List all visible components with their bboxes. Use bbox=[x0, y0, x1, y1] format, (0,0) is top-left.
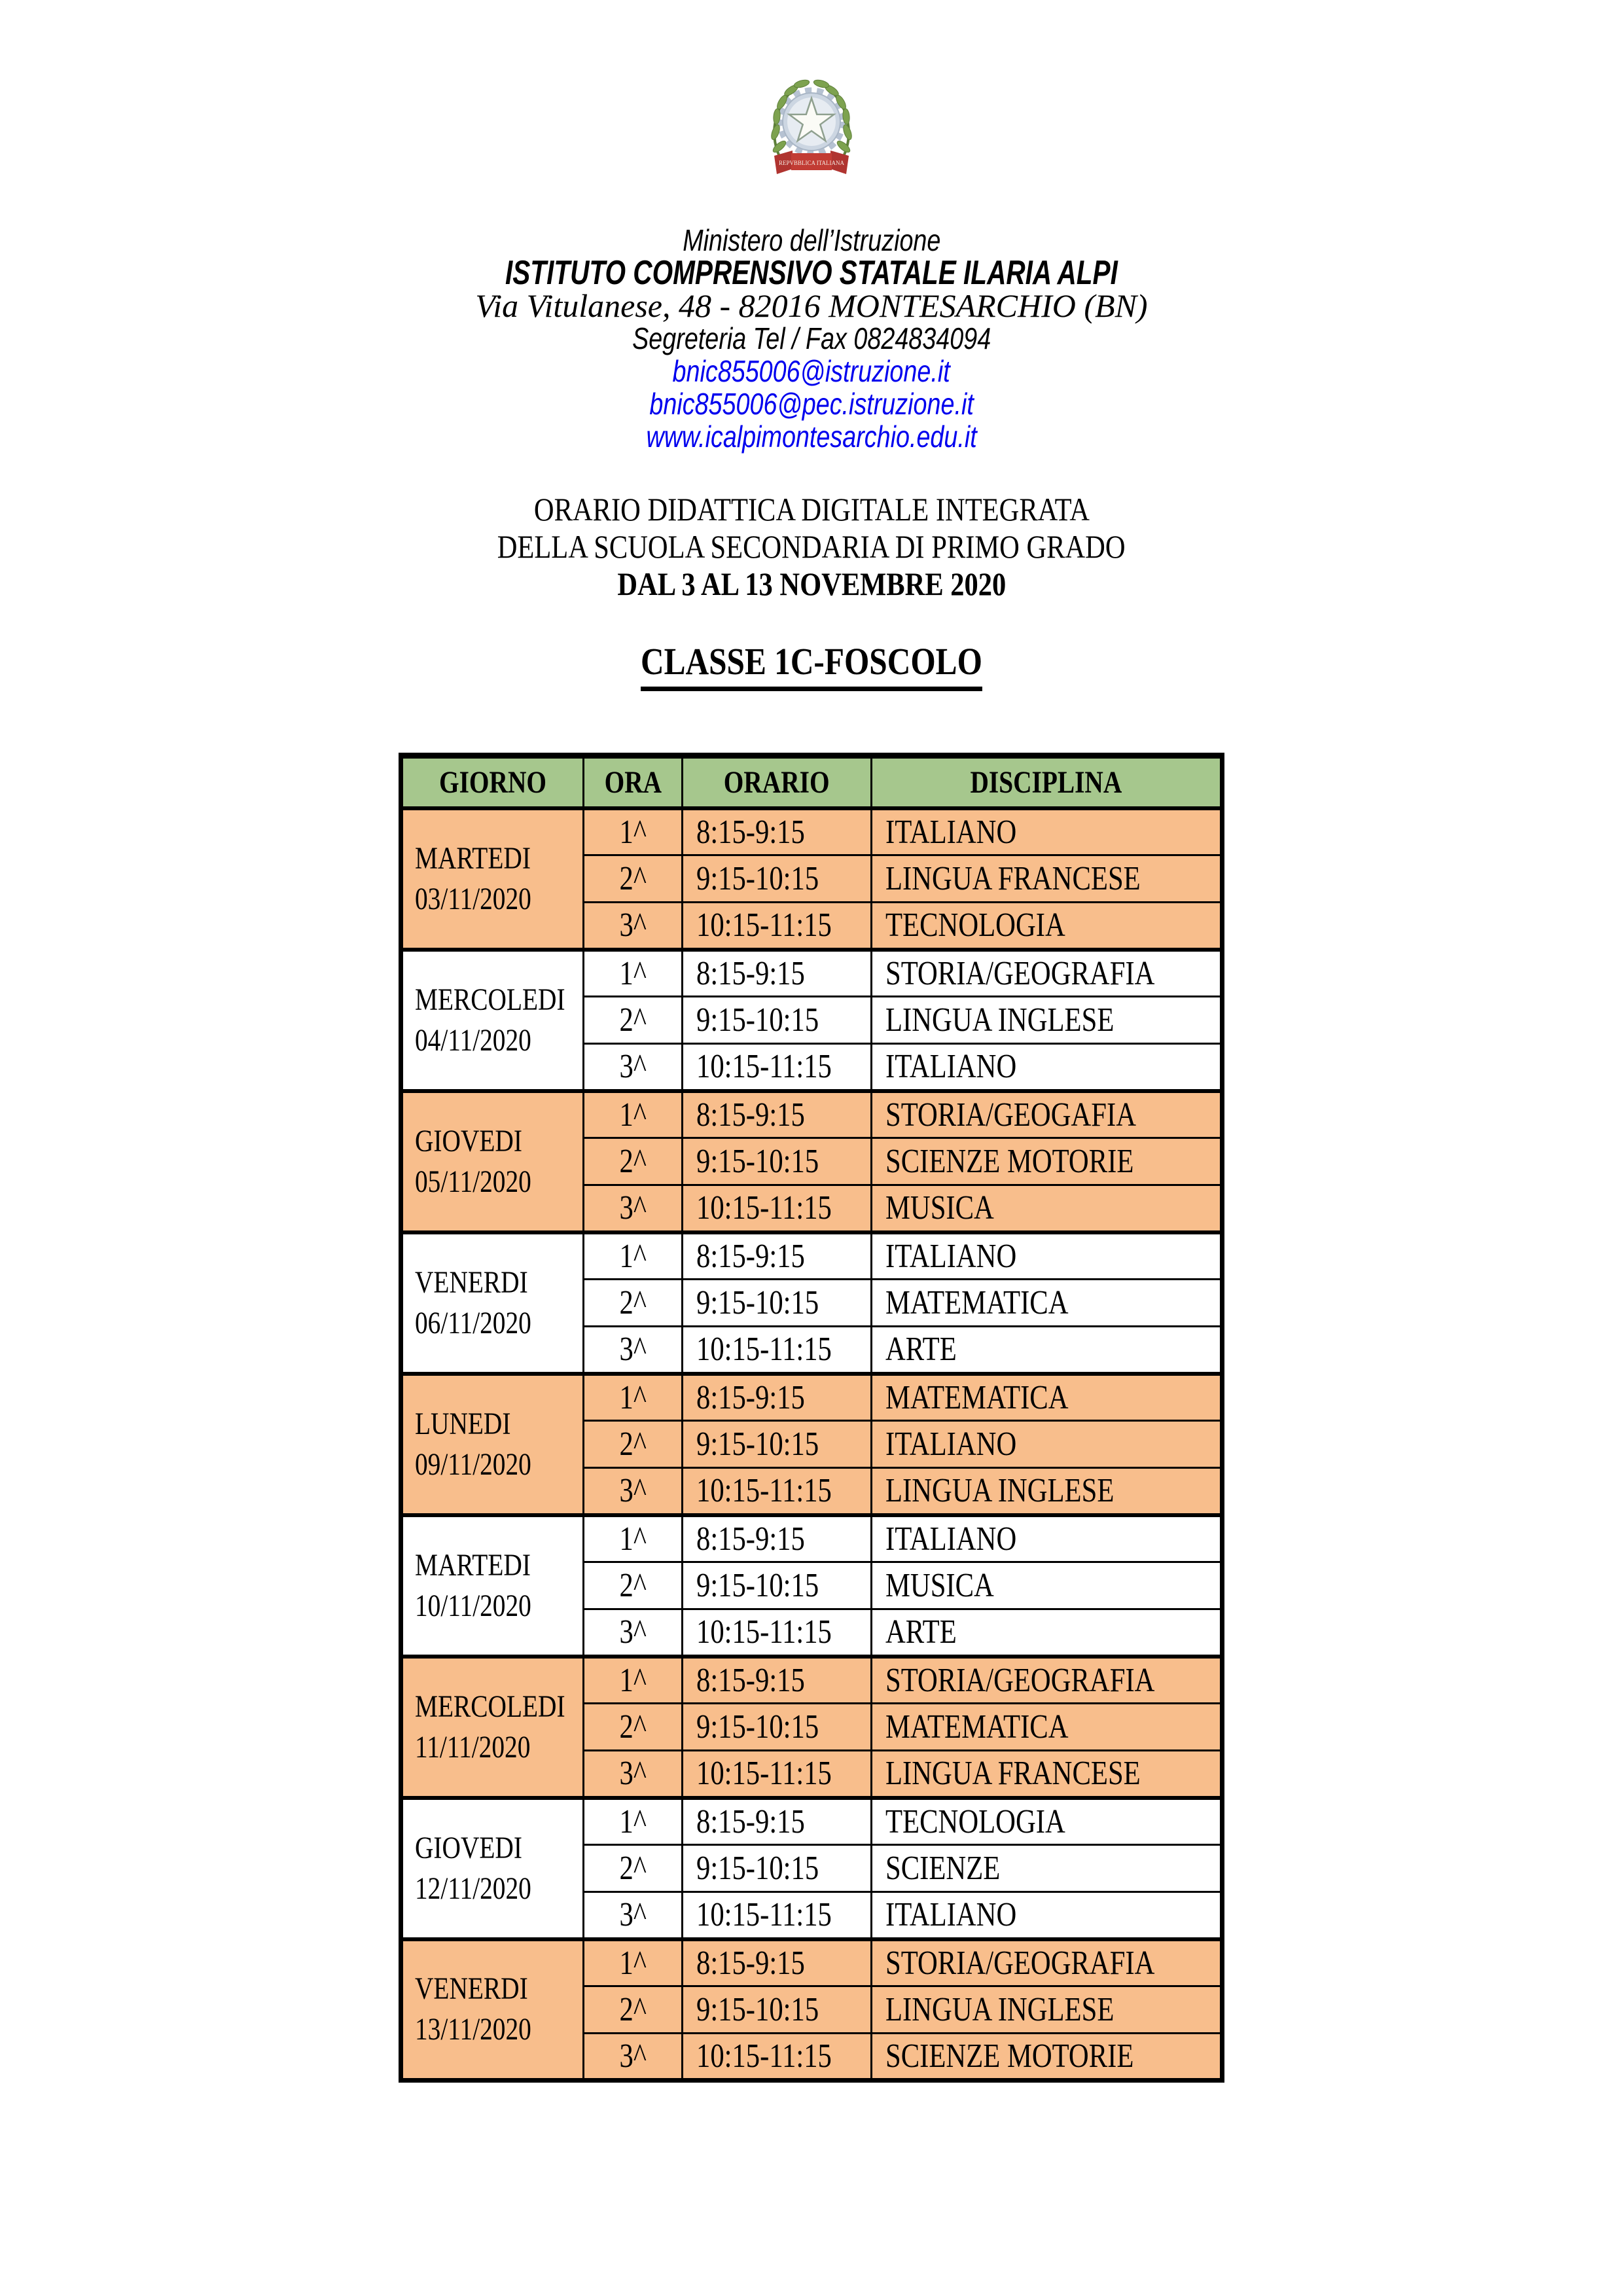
school-email-line bbox=[0, 355, 1623, 387]
orario-value: 10:15-11:15 bbox=[696, 1189, 832, 1227]
disciplina-value: ARTE bbox=[885, 1613, 957, 1651]
day-cell bbox=[401, 1798, 584, 1939]
ora-cell bbox=[584, 1468, 683, 1515]
ora-value: 1^ bbox=[619, 1237, 647, 1275]
disciplina-cell bbox=[872, 1798, 1222, 1845]
ora-cell bbox=[584, 1374, 683, 1421]
svg-text:REPVBBLICA ITALIANA: REPVBBLICA ITALIANA bbox=[778, 160, 845, 166]
ministry-text: Ministero dell’Istruzione bbox=[682, 223, 941, 257]
class-title bbox=[0, 641, 1623, 682]
disciplina-value: MATEMATICA bbox=[885, 1284, 1069, 1321]
ora-cell bbox=[584, 1185, 683, 1232]
orario-value: 10:15-11:15 bbox=[696, 1331, 832, 1369]
day-name: LUNEDI bbox=[415, 1406, 511, 1441]
ora-cell bbox=[584, 1845, 683, 1892]
ora-value: 1^ bbox=[619, 1944, 647, 1982]
disciplina-value: LINGUA FRANCESE bbox=[885, 1755, 1141, 1793]
column-header-disciplina bbox=[872, 756, 1222, 808]
orario-value: 10:15-11:15 bbox=[696, 1613, 832, 1651]
orario-cell bbox=[683, 1845, 872, 1892]
orario-value: 8:15-9:15 bbox=[696, 1803, 805, 1840]
day-cell bbox=[401, 1374, 584, 1515]
orario-cell bbox=[683, 1892, 872, 1939]
orario-value: 8:15-9:15 bbox=[696, 954, 805, 992]
ora-cell bbox=[584, 1327, 683, 1374]
disciplina-cell bbox=[872, 1374, 1222, 1421]
orario-cell bbox=[683, 1986, 872, 2034]
day-cell bbox=[401, 1232, 584, 1374]
disciplina-value: SCIENZE bbox=[885, 1850, 1001, 1887]
disciplina-cell bbox=[872, 808, 1222, 855]
orario-value: 8:15-9:15 bbox=[696, 1520, 805, 1558]
ministry-line bbox=[0, 224, 1623, 257]
disciplina-value: ITALIANO bbox=[885, 1426, 1017, 1463]
ora-cell bbox=[584, 1704, 683, 1751]
day-date: 11/11/2020 bbox=[415, 1729, 531, 1765]
disciplina-cell bbox=[872, 1562, 1222, 1609]
ora-value: 2^ bbox=[619, 1567, 647, 1604]
ora-cell bbox=[584, 1657, 683, 1704]
orario-value: 10:15-11:15 bbox=[696, 1048, 832, 1086]
day-date: 03/11/2020 bbox=[415, 881, 531, 916]
school-email-link[interactable] bbox=[642, 354, 980, 388]
ora-value: 3^ bbox=[619, 1048, 647, 1086]
disciplina-cell bbox=[872, 903, 1222, 950]
orario-value: 8:15-9:15 bbox=[696, 1661, 805, 1699]
ora-value: 2^ bbox=[619, 1991, 647, 2028]
ora-value: 2^ bbox=[619, 1850, 647, 1887]
table-row bbox=[401, 1091, 1222, 1138]
table-row bbox=[401, 950, 1222, 997]
disciplina-value: LINGUA INGLESE bbox=[885, 1001, 1115, 1039]
ora-cell bbox=[584, 855, 683, 903]
italy-emblem-icon bbox=[762, 69, 861, 182]
doc-title-line-1 bbox=[0, 491, 1623, 528]
day-cell bbox=[401, 808, 584, 950]
disciplina-cell bbox=[872, 855, 1222, 903]
orario-cell bbox=[683, 855, 872, 903]
table-row bbox=[401, 1515, 1222, 1562]
day-name: VENERDI bbox=[415, 1971, 528, 2007]
disciplina-value: TECNOLOGIA bbox=[885, 1803, 1065, 1840]
orario-value: 9:15-10:15 bbox=[696, 1001, 819, 1039]
school-name-text: ISTITUTO COMPRENSIVO STATALE ILARIA ALPI bbox=[505, 254, 1118, 292]
orario-cell bbox=[683, 1280, 872, 1327]
ora-value: 2^ bbox=[619, 1426, 647, 1463]
disciplina-cell bbox=[872, 1515, 1222, 1562]
orario-value: 8:15-9:15 bbox=[696, 813, 805, 851]
doc-title-line-3 bbox=[0, 565, 1623, 603]
school-website-line bbox=[0, 420, 1623, 453]
orario-cell bbox=[683, 1515, 872, 1562]
disciplina-value: TECNOLOGIA bbox=[885, 906, 1065, 944]
timetable bbox=[399, 753, 1224, 2083]
disciplina-cell bbox=[872, 1892, 1222, 1939]
ora-cell bbox=[584, 1986, 683, 2034]
ora-value: 2^ bbox=[619, 1284, 647, 1321]
disciplina-value: ITALIANO bbox=[885, 1237, 1017, 1275]
orario-value: 10:15-11:15 bbox=[696, 1896, 832, 1934]
day-cell bbox=[401, 1939, 584, 2081]
orario-value: 8:15-9:15 bbox=[696, 1378, 805, 1416]
day-cell bbox=[401, 1091, 584, 1232]
day-date: 10/11/2020 bbox=[415, 1588, 531, 1623]
disciplina-value: MATEMATICA bbox=[885, 1378, 1069, 1416]
day-cell bbox=[401, 1515, 584, 1657]
orario-cell bbox=[683, 1939, 872, 1986]
ora-value: 3^ bbox=[619, 1896, 647, 1934]
ora-cell bbox=[584, 1798, 683, 1845]
disciplina-cell bbox=[872, 1751, 1222, 1798]
orario-value: 9:15-10:15 bbox=[696, 1426, 819, 1463]
orario-cell bbox=[683, 1798, 872, 1845]
disciplina-value: LINGUA INGLESE bbox=[885, 1991, 1115, 2028]
orario-cell bbox=[683, 1609, 872, 1657]
disciplina-value: MUSICA bbox=[885, 1189, 994, 1227]
ora-value: 2^ bbox=[619, 860, 647, 897]
ora-cell bbox=[584, 1280, 683, 1327]
ora-value: 3^ bbox=[619, 906, 647, 944]
orario-cell bbox=[683, 1138, 872, 1185]
ora-cell bbox=[584, 950, 683, 997]
orario-value: 10:15-11:15 bbox=[696, 1472, 832, 1510]
school-phone bbox=[0, 322, 1623, 355]
orario-cell bbox=[683, 1232, 872, 1280]
orario-value: 8:15-9:15 bbox=[696, 1237, 805, 1275]
disciplina-cell bbox=[872, 1280, 1222, 1327]
column-header-disciplina-text: DISCIPLINA bbox=[970, 764, 1122, 800]
orario-cell bbox=[683, 808, 872, 855]
orario-cell bbox=[683, 1468, 872, 1515]
orario-value: 9:15-10:15 bbox=[696, 1850, 819, 1887]
disciplina-cell bbox=[872, 1609, 1222, 1657]
orario-cell bbox=[683, 2034, 872, 2081]
disciplina-cell bbox=[872, 1327, 1222, 1374]
disciplina-cell bbox=[872, 997, 1222, 1044]
column-header-orario-text: ORARIO bbox=[724, 764, 830, 800]
disciplina-cell bbox=[872, 1091, 1222, 1138]
ora-value: 1^ bbox=[619, 1661, 647, 1699]
ora-value: 3^ bbox=[619, 1613, 647, 1651]
school-address-text: Via Vitulanese, 48 - 82016 MONTESARCHIO (BN) bbox=[475, 287, 1148, 324]
disciplina-value: LINGUA FRANCESE bbox=[885, 860, 1141, 897]
document-title bbox=[0, 491, 1623, 603]
ora-value: 2^ bbox=[619, 1143, 647, 1180]
ora-cell bbox=[584, 1421, 683, 1468]
ora-cell bbox=[584, 1939, 683, 1986]
day-name: GIOVEDI bbox=[415, 1830, 522, 1865]
orario-value: 9:15-10:15 bbox=[696, 860, 819, 897]
orario-value: 9:15-10:15 bbox=[696, 1708, 819, 1746]
ora-value: 1^ bbox=[619, 1803, 647, 1840]
column-header-orario bbox=[683, 756, 872, 808]
orario-cell bbox=[683, 1657, 872, 1704]
orario-value: 10:15-11:15 bbox=[696, 906, 832, 944]
orario-cell bbox=[683, 1091, 872, 1138]
ora-value: 1^ bbox=[619, 1378, 647, 1416]
doc-title-text-2: DELLA SCUOLA SECONDARIA DI PRIMO GRADO bbox=[497, 528, 1126, 565]
disciplina-cell bbox=[872, 1939, 1222, 1986]
table-row bbox=[401, 808, 1222, 855]
orario-value: 9:15-10:15 bbox=[696, 1567, 819, 1604]
disciplina-cell bbox=[872, 2034, 1222, 2081]
disciplina-value: ARTE bbox=[885, 1331, 957, 1369]
ora-value: 2^ bbox=[619, 1001, 647, 1039]
disciplina-value: MUSICA bbox=[885, 1567, 994, 1604]
doc-title-text-3: DAL 3 AL 13 NOVEMBRE 2020 bbox=[617, 565, 1006, 602]
day-cell bbox=[401, 1657, 584, 1798]
day-date: 13/11/2020 bbox=[415, 2012, 531, 2047]
orario-value: 10:15-11:15 bbox=[696, 1755, 832, 1793]
disciplina-value: STORIA/GEOGRAFIA bbox=[885, 954, 1155, 992]
ora-value: 1^ bbox=[619, 954, 647, 992]
disciplina-value: SCIENZE MOTORIE bbox=[885, 1143, 1134, 1180]
orario-cell bbox=[683, 1374, 872, 1421]
table-row bbox=[401, 1657, 1222, 1704]
orario-cell bbox=[683, 1185, 872, 1232]
disciplina-value: LINGUA INGLESE bbox=[885, 1472, 1115, 1510]
orario-value: 8:15-9:15 bbox=[696, 1944, 805, 1982]
disciplina-cell bbox=[872, 1468, 1222, 1515]
disciplina-cell bbox=[872, 1138, 1222, 1185]
ora-value: 1^ bbox=[619, 813, 647, 851]
doc-title-text-1: ORARIO DIDATTICA DIGITALE INTEGRATA bbox=[533, 491, 1090, 528]
ora-cell bbox=[584, 903, 683, 950]
ora-cell bbox=[584, 1609, 683, 1657]
day-cell bbox=[401, 950, 584, 1091]
table-row bbox=[401, 1939, 1222, 1986]
column-header-ora bbox=[584, 756, 683, 808]
school-email-text: bnic855006@istruzione.it bbox=[672, 354, 951, 388]
ora-cell bbox=[584, 2034, 683, 2081]
disciplina-cell bbox=[872, 950, 1222, 997]
school-website-link[interactable] bbox=[610, 420, 1013, 454]
ora-cell bbox=[584, 1232, 683, 1280]
orario-value: 10:15-11:15 bbox=[696, 2037, 832, 2075]
orario-value: 9:15-10:15 bbox=[696, 1284, 819, 1321]
day-name: GIOVEDI bbox=[415, 1123, 522, 1158]
orario-cell bbox=[683, 1751, 872, 1798]
ora-cell bbox=[584, 1751, 683, 1798]
orario-cell bbox=[683, 1421, 872, 1468]
disciplina-cell bbox=[872, 1657, 1222, 1704]
disciplina-value: ITALIANO bbox=[885, 1896, 1017, 1934]
school-name bbox=[0, 254, 1623, 292]
day-name: VENERDI bbox=[415, 1265, 528, 1300]
disciplina-cell bbox=[872, 1845, 1222, 1892]
orario-cell bbox=[683, 997, 872, 1044]
disciplina-cell bbox=[872, 1044, 1222, 1091]
ora-cell bbox=[584, 1515, 683, 1562]
school-pec-link[interactable] bbox=[614, 387, 1009, 421]
disciplina-value: STORIA/GEOGRAFIA bbox=[885, 1944, 1155, 1982]
ora-value: 2^ bbox=[619, 1708, 647, 1746]
column-header-ora-text: ORA bbox=[604, 764, 662, 800]
school-phone-text: Segreteria Tel / Fax 0824834094 bbox=[632, 321, 991, 355]
disciplina-value: STORIA/GEOGAFIA bbox=[885, 1096, 1136, 1134]
disciplina-cell bbox=[872, 1986, 1222, 2034]
disciplina-cell bbox=[872, 1421, 1222, 1468]
orario-cell bbox=[683, 903, 872, 950]
orario-value: 9:15-10:15 bbox=[696, 1143, 819, 1180]
disciplina-cell bbox=[872, 1185, 1222, 1232]
orario-cell bbox=[683, 950, 872, 997]
table-row bbox=[401, 1798, 1222, 1845]
disciplina-value: STORIA/GEOGRAFIA bbox=[885, 1661, 1155, 1699]
disciplina-value: ITALIANO bbox=[885, 813, 1017, 851]
ora-value: 1^ bbox=[619, 1096, 647, 1134]
class-title-text: CLASSE 1C-FOSCOLO bbox=[641, 640, 982, 691]
ora-cell bbox=[584, 1562, 683, 1609]
day-date: 12/11/2020 bbox=[415, 1871, 531, 1906]
disciplina-cell bbox=[872, 1232, 1222, 1280]
day-name: MARTEDI bbox=[415, 840, 531, 876]
ora-value: 1^ bbox=[619, 1520, 647, 1558]
disciplina-value: SCIENZE MOTORIE bbox=[885, 2037, 1134, 2075]
ora-value: 3^ bbox=[619, 2037, 647, 2075]
orario-value: 9:15-10:15 bbox=[696, 1991, 819, 2028]
column-header-giorno bbox=[401, 756, 584, 808]
ora-value: 3^ bbox=[619, 1189, 647, 1227]
doc-title-line-2 bbox=[0, 528, 1623, 565]
ora-value: 3^ bbox=[619, 1755, 647, 1793]
day-name: MARTEDI bbox=[415, 1547, 531, 1583]
ora-cell bbox=[584, 1044, 683, 1091]
day-name: MERCOLEDI bbox=[415, 982, 565, 1017]
ora-cell bbox=[584, 1138, 683, 1185]
ora-cell bbox=[584, 808, 683, 855]
ora-cell bbox=[584, 1091, 683, 1138]
orario-value: 8:15-9:15 bbox=[696, 1096, 805, 1134]
ora-value: 3^ bbox=[619, 1331, 647, 1369]
orario-cell bbox=[683, 1562, 872, 1609]
table-row bbox=[401, 1232, 1222, 1280]
letterhead bbox=[0, 69, 1623, 453]
day-date: 09/11/2020 bbox=[415, 1446, 531, 1482]
disciplina-value: ITALIANO bbox=[885, 1520, 1017, 1558]
school-pec-line bbox=[0, 387, 1623, 420]
column-header-giorno-text: GIORNO bbox=[438, 764, 546, 800]
school-website-text: www.icalpimontesarchio.edu.it bbox=[646, 420, 977, 454]
ora-cell bbox=[584, 997, 683, 1044]
header-row bbox=[401, 756, 1222, 808]
disciplina-value: MATEMATICA bbox=[885, 1708, 1069, 1746]
disciplina-value: ITALIANO bbox=[885, 1048, 1017, 1086]
day-date: 06/11/2020 bbox=[415, 1305, 531, 1340]
disciplina-cell bbox=[872, 1704, 1222, 1751]
ora-cell bbox=[584, 1892, 683, 1939]
day-date: 05/11/2020 bbox=[415, 1164, 531, 1199]
orario-cell bbox=[683, 1044, 872, 1091]
table-row bbox=[401, 1374, 1222, 1421]
orario-cell bbox=[683, 1704, 872, 1751]
school-address bbox=[0, 289, 1623, 322]
orario-cell bbox=[683, 1327, 872, 1374]
school-pec-text: bnic855006@pec.istruzione.it bbox=[649, 387, 974, 421]
day-name: MERCOLEDI bbox=[415, 1689, 565, 1724]
day-date: 04/11/2020 bbox=[415, 1022, 531, 1058]
ora-value: 3^ bbox=[619, 1472, 647, 1510]
